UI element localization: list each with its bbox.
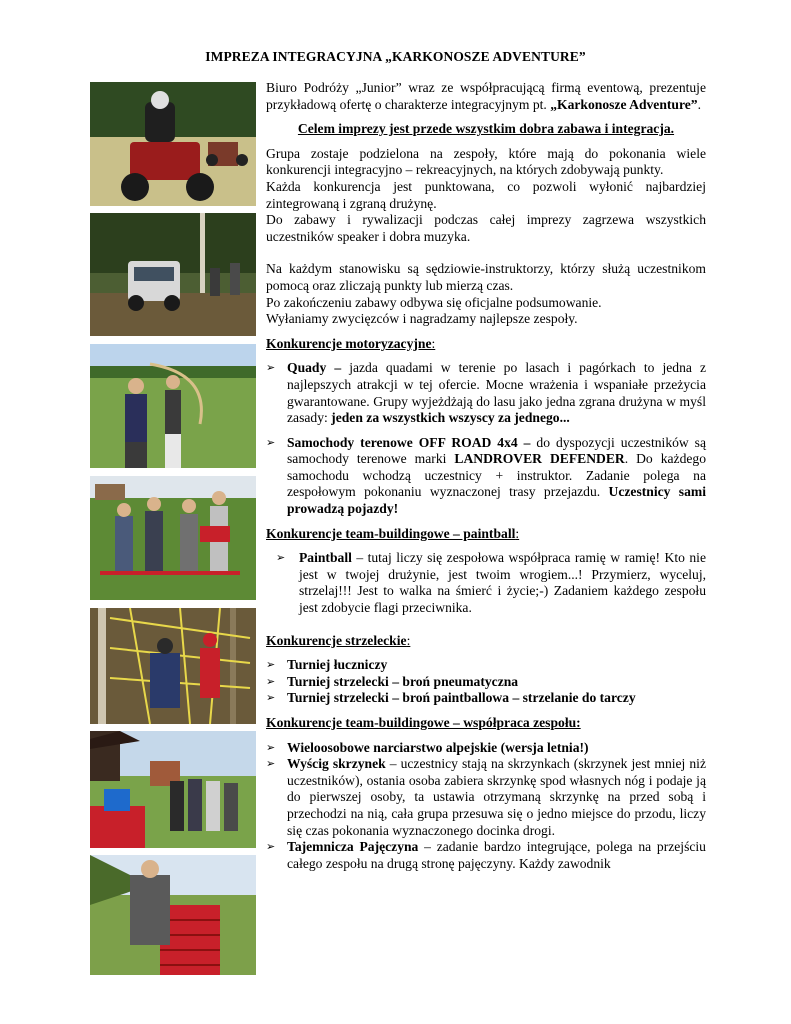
list-item-archery: ➢ Turniej łuczniczy <box>266 657 388 673</box>
paragraph-speaker: Do zabawy i rywalizacji podczas całej imprezy zagrzewa wszystkich uczestników speaker i dobra muzyka. <box>266 212 706 244</box>
list-item-paintball: ➢ Paintball – tutaj liczy się zespołowa współpraca ramię w ramię! Kto nie jest w twojej drużynie, jest twoim wrogiem...! Przymierz, wyceluj, strzelaj!!! Jest to walka na śmierć i życie;-) Zadaniem każdego zespołu jest zdobycie flagi przeciwnika. <box>276 550 706 616</box>
bullet-arrow-icon: ➢ <box>266 757 276 771</box>
list-item-quady: ➢ Quady – jazda quadami w terenie po lasach i pagórkach to jedna z najlepszych atrakcji w tej ofercie. Mocne wrażenia i wspaniałe przeżycia gwarantowane. Grupy wyjeżdżają do lasu jako jedna zgrana drużyna w myśl zasady: jeden za wszystkich wszyscy za jednego... <box>266 360 706 426</box>
intro-paragraph <box>266 80 706 113</box>
bullet-arrow-icon: ➢ <box>266 691 276 705</box>
list-item-crates: ➢ Wyścig skrzynek – uczestnicy stają na skrzynkach (skrzynek jest mniej niż uczestników), ostania osoba zabiera skrzynkę spod własnych nóg i podaje ją do pierwszej osoby, ta ustawia otrzymaną skrzynkę na przed sobą i przechodzi na nią, cała grupa przesuwa się o jedno miejsce do przodu, liczy się czas pokonania wyznaczonego docinka drogi. <box>266 756 706 838</box>
event-name: „Karkonosze Adventure” <box>550 96 698 112</box>
paintball-list <box>266 550 706 616</box>
photo-archery <box>90 344 256 468</box>
document-body <box>266 80 706 872</box>
list-item-ski: ➢ Wieloosobowe narciarstwo alpejskie (wersja letnia!) <box>266 739 589 755</box>
list-item-pneumatic: ➢ Turniej strzelecki – broń pneumatyczna <box>266 673 519 689</box>
photo-quads <box>90 82 256 206</box>
shooting-list <box>266 657 706 707</box>
paragraph-winners: Wyłaniamy zwycięzców i nagradzamy najlepsze zespoły. <box>266 311 578 327</box>
heading-teamwork: Konkurencje team-buildingowe – współpraca zespołu: <box>266 715 581 730</box>
bullet-arrow-icon: ➢ <box>266 674 276 688</box>
document-title: IMPREZA INTEGRACYJNA „KARKONOSZE ADVENTURE” <box>205 49 586 64</box>
list-item-paintball-target: ➢ Turniej strzelecki – broń paintballowa – strzelanie do tarczy <box>266 690 636 706</box>
intro-end: . <box>697 96 702 112</box>
photo-group-ski <box>90 731 256 848</box>
bullet-arrow-icon: ➢ <box>266 361 276 375</box>
photo-rope-web <box>90 608 256 724</box>
paragraph-scoring: Każda konkurencja jest punktowana, co pozwoli wyłonić najbardziej zintegrowaną i zgraną drużynę. <box>266 178 706 211</box>
paragraph-summary: Po zakończeniu zabawy odbywa się oficjalne podsumowanie. <box>266 294 602 310</box>
photo-offroad <box>90 213 256 336</box>
bullet-arrow-icon: ➢ <box>276 551 286 565</box>
photo-crates <box>90 855 256 975</box>
goal-statement: Celem imprezy jest przede wszystkim dobra zabawa i integracja. <box>297 121 675 137</box>
teamwork-list <box>266 740 706 873</box>
list-item-web: ➢ Tajemnicza Pajęczyna – zadanie bardzo integrujące, polega na przejściu całego zespołu na drugą stronę pajęczyny. Każdy zawodnik <box>266 839 706 871</box>
heading-motor: Konkurencje motoryzacyjne: <box>266 335 436 351</box>
heading-shooting: Konkurencje strzeleckie: <box>266 632 411 648</box>
bullet-arrow-icon: ➢ <box>266 435 276 449</box>
photo-group-activity <box>90 476 256 600</box>
intro-text: Biuro Podróży „Junior” wraz ze współpracującą firmą eventową, prezentuje przykładową ofertę o charakterze integracyjnym pt. <box>266 80 706 112</box>
list-item-offroad: ➢ Samochody terenowe OFF ROAD 4x4 – do dyspozycji uczestników są samochody terenowe marki LANDROVER DEFENDER. Do każdego samochodu wchodzą uczestnicy + instruktor. Zadanie polega na zespołowym pokonaniu wyznaczonej trasy przejazdu. Uczestnicy sami prowadzą pojazdy! <box>266 434 707 517</box>
paragraph-teams: Grupa zostaje podzielona na zespoły, które mają do pokonania wiele konkurencji integracyjno – rekreacyjnych, na których zdobywają punkty. <box>266 145 706 178</box>
bullet-arrow-icon: ➢ <box>266 840 276 854</box>
bullet-arrow-icon: ➢ <box>266 658 276 672</box>
bullet-arrow-icon: ➢ <box>266 740 276 754</box>
paragraph-judges: Na każdym stanowisku są sędziowie-instruktorzy, którzy służą uczestnikom pomocą oraz zliczają punkty lub mierzą czas. <box>266 261 706 293</box>
motor-list <box>266 360 706 517</box>
heading-paintball: Konkurencje team-buildingowe – paintball: <box>266 525 520 541</box>
